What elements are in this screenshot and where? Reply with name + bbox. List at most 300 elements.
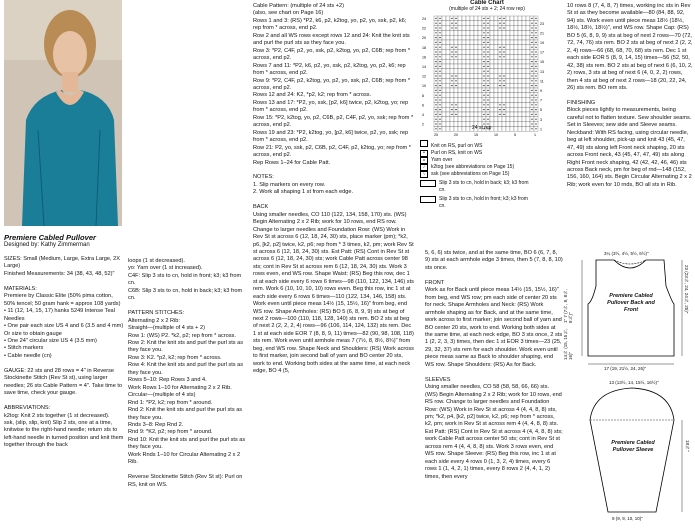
chart-cell <box>494 59 498 64</box>
chart-cell <box>518 107 522 112</box>
row-label-left: 18 <box>422 45 426 50</box>
chart-cell <box>478 16 482 21</box>
chart-cell <box>442 26 446 31</box>
purl-dot <box>455 80 456 81</box>
chart-cell <box>470 59 474 64</box>
chart-cell <box>470 30 474 35</box>
chart-cell <box>446 21 450 26</box>
chart-cell <box>442 69 446 74</box>
legend-item: Slip 3 sts to cn, hold in front; k3; k3 from cn. <box>420 196 554 210</box>
chart-cell <box>446 126 450 131</box>
purl-dot <box>487 32 488 33</box>
chart-cell <box>442 45 446 50</box>
chart-cell <box>526 74 530 79</box>
chart-cell <box>510 30 514 35</box>
purl-dot <box>499 47 500 48</box>
chart-cell <box>458 78 462 83</box>
chart-cell <box>446 107 450 112</box>
chart-cell <box>454 122 458 127</box>
model-photo <box>4 0 122 226</box>
chart-cell <box>478 26 482 31</box>
chart-cell <box>470 64 474 69</box>
purl-dot <box>435 109 436 110</box>
chart-cell <box>470 21 474 26</box>
chart-cell <box>450 126 454 131</box>
purl-dot <box>531 61 532 62</box>
chart-cell <box>490 54 494 59</box>
purl-dot <box>503 23 504 24</box>
purl-dot <box>535 56 536 57</box>
body-dim-left-lower: 14½ (15, 15½, 16)" <box>563 328 573 360</box>
chart-cell <box>458 64 462 69</box>
chart-cell <box>470 35 474 40</box>
chart-cell <box>458 45 462 50</box>
chart-cell <box>478 64 482 69</box>
chart-cell <box>474 26 478 31</box>
chart-cell <box>526 26 530 31</box>
purl-dot <box>439 27 440 28</box>
purl-dot <box>499 85 500 86</box>
chart-cell <box>466 88 470 93</box>
chart-cell <box>526 126 530 131</box>
purl-dot <box>531 37 532 38</box>
chart-cell <box>442 74 446 79</box>
chart-cell <box>526 107 530 112</box>
chart-cell <box>478 107 482 112</box>
purl-dot <box>435 51 436 52</box>
chart-cell <box>494 69 498 74</box>
legend-c6b-symbol <box>420 180 436 187</box>
chart-cell <box>462 122 466 127</box>
chart-cell <box>502 122 506 127</box>
chart-cell <box>502 35 506 40</box>
chart-cell <box>478 117 482 122</box>
purl-dot <box>531 23 532 24</box>
chart-cell <box>514 83 518 88</box>
chart-cell <box>458 88 462 93</box>
chart-cell <box>494 117 498 122</box>
chart-cell <box>470 54 474 59</box>
purl-dot <box>535 104 536 105</box>
purl-dot <box>535 123 536 124</box>
chart-cell <box>490 21 494 26</box>
chart-cell <box>522 26 526 31</box>
chart-cell <box>454 30 458 35</box>
chart-cell <box>462 93 466 98</box>
chart-cell <box>494 126 498 131</box>
chart-cell <box>462 50 466 55</box>
chart-cell <box>470 117 474 122</box>
chart-cell <box>518 64 522 69</box>
chart-cell <box>526 83 530 88</box>
purl-dot <box>483 18 484 19</box>
chart-cell <box>466 35 470 40</box>
chart-cell <box>514 45 518 50</box>
chart-cell <box>514 40 518 45</box>
purl-dot <box>483 75 484 76</box>
purl-dot <box>455 114 456 115</box>
purl-dot <box>439 23 440 24</box>
chart-cell <box>458 21 462 26</box>
purl-dot <box>455 47 456 48</box>
chart-cell <box>446 50 450 55</box>
chart-cell <box>470 112 474 117</box>
chart-cell <box>478 98 482 103</box>
chart-cell <box>494 16 498 21</box>
chart-cell <box>518 83 522 88</box>
purl-dot <box>435 61 436 62</box>
purl-dot <box>435 66 436 67</box>
purl-dot <box>483 109 484 110</box>
purl-dot <box>499 109 500 110</box>
chart-cell <box>474 54 478 59</box>
purl-dot <box>439 114 440 115</box>
chart-cell <box>474 88 478 93</box>
chart-cell <box>446 54 450 59</box>
chart-cell <box>446 59 450 64</box>
chart-cell <box>522 45 526 50</box>
purl-dot <box>531 56 532 57</box>
chart-cell <box>462 74 466 79</box>
chart-cell <box>506 64 510 69</box>
chart-cell <box>506 83 510 88</box>
chart-cell <box>442 16 446 21</box>
chart-cell <box>506 21 510 26</box>
chart-subtitle: (multiple of 24 sts + 2; 24 row rep) <box>449 6 525 12</box>
purl-dot <box>535 42 536 43</box>
chart-cell <box>442 112 446 117</box>
purl-dot <box>531 99 532 100</box>
chart-cell <box>466 93 470 98</box>
chart-cell <box>466 98 470 103</box>
chart-cell <box>478 54 482 59</box>
chart-cell <box>462 78 466 83</box>
chart-cell <box>490 98 494 103</box>
chart-cell <box>522 16 526 21</box>
chart-cell <box>514 107 518 112</box>
purl-dot <box>499 75 500 76</box>
chart-cell <box>466 26 470 31</box>
chart-cell <box>466 45 470 50</box>
row-label-left: 24 <box>422 17 426 21</box>
chart-cell <box>466 74 470 79</box>
purl-dot <box>487 23 488 24</box>
chart-cell <box>458 74 462 79</box>
chart-cell <box>526 78 530 83</box>
legend-c4f-symbol <box>420 196 436 203</box>
purl-dot <box>455 23 456 24</box>
row-label-left: 14 <box>422 65 426 69</box>
purl-dot <box>439 75 440 76</box>
chart-cell <box>450 93 454 98</box>
chart-cell <box>518 126 522 131</box>
purl-dot <box>435 99 436 100</box>
chart-cell <box>462 35 466 40</box>
chart-cell <box>494 93 498 98</box>
chart-cell <box>518 50 522 55</box>
purl-dot <box>531 66 532 67</box>
chart-cell <box>522 112 526 117</box>
chart-cell <box>442 30 446 35</box>
chart-cell <box>526 16 530 21</box>
sleeve-dim-right: 18½" <box>685 440 690 452</box>
chart-cell <box>458 50 462 55</box>
purl-dot <box>455 56 456 57</box>
purl-dot <box>435 128 436 129</box>
chart-cell <box>510 112 514 117</box>
purl-dot <box>503 114 504 115</box>
purl-dot <box>503 109 504 110</box>
purl-dot <box>451 27 452 28</box>
chart-cell <box>510 122 514 127</box>
chart-cell <box>526 112 530 117</box>
chart-cell <box>506 78 510 83</box>
purl-dot <box>535 99 536 100</box>
purl-dot <box>483 99 484 100</box>
purl-dot <box>503 51 504 52</box>
chart-cell <box>454 69 458 74</box>
chart-cell <box>442 122 446 127</box>
purl-dot <box>439 90 440 91</box>
chart-cell <box>514 78 518 83</box>
chart-cell <box>442 64 446 69</box>
chart-cell <box>478 40 482 45</box>
chart-cell <box>446 35 450 40</box>
purl-dot <box>499 56 500 57</box>
chart-cell <box>462 117 466 122</box>
purl-dot <box>535 95 536 96</box>
chart-cell <box>490 40 494 45</box>
row-label-right: 1 <box>540 127 542 132</box>
chart-cell <box>470 78 474 83</box>
purl-dot <box>483 23 484 24</box>
purl-dot <box>435 37 436 38</box>
chart-cell <box>478 78 482 83</box>
purl-dot <box>499 114 500 115</box>
purl-dot <box>435 23 436 24</box>
purl-dot <box>535 51 536 52</box>
chart-cell <box>518 122 522 127</box>
chart-cell <box>494 83 498 88</box>
chart-cell <box>462 83 466 88</box>
chart-cell <box>522 21 526 26</box>
row-label-right: 15 <box>540 60 544 65</box>
chart-cell <box>526 102 530 107</box>
purl-dot <box>439 104 440 105</box>
chart-cell <box>498 122 502 127</box>
chart-cell <box>478 45 482 50</box>
chart-cell <box>518 112 522 117</box>
chart-cell <box>506 93 510 98</box>
chart-cell <box>522 88 526 93</box>
chart-cell <box>466 112 470 117</box>
legend-item: \ ssk (see abbreviations on Page 15) <box>420 171 554 178</box>
chart-cell <box>498 126 502 131</box>
purl-dot <box>487 42 488 43</box>
chart-cell <box>474 40 478 45</box>
chart-cell <box>522 102 526 107</box>
purl-dot <box>487 75 488 76</box>
purl-dot <box>535 47 536 48</box>
chart-cell <box>526 117 530 122</box>
chart-cell <box>462 64 466 69</box>
chart-cell <box>510 59 514 64</box>
chart-cell <box>454 88 458 93</box>
body-schematic-title: Premiere Cabled Pullover Back and Front <box>607 293 655 313</box>
chart-cell <box>522 107 526 112</box>
chart-cell <box>502 40 506 45</box>
chart-cell <box>466 21 470 26</box>
chart-cell <box>518 102 522 107</box>
chart-cell <box>474 102 478 107</box>
chart-cell <box>454 117 458 122</box>
chart-cell <box>462 98 466 103</box>
chart-cell <box>458 16 462 21</box>
chart-cell <box>514 117 518 122</box>
chart-cell <box>522 54 526 59</box>
purl-dot <box>535 32 536 33</box>
purl-dot <box>499 18 500 19</box>
purl-dot <box>483 66 484 67</box>
purl-dot <box>435 80 436 81</box>
purl-dot <box>483 47 484 48</box>
chart-cell <box>454 40 458 45</box>
chart-cell <box>442 98 446 103</box>
row-label-right: 23 <box>540 21 544 26</box>
sleeve-dim-top: 13 (13½, 14, 15½, 16½)" <box>609 380 659 385</box>
chart-cell <box>526 21 530 26</box>
purl-dot <box>451 18 452 19</box>
chart-cell <box>502 30 506 35</box>
chart-cell <box>502 59 506 64</box>
purl-dot <box>439 61 440 62</box>
chart-cell <box>442 50 446 55</box>
purl-dot <box>535 61 536 62</box>
purl-dot <box>435 119 436 120</box>
purl-dot <box>531 27 532 28</box>
chart-cell <box>478 30 482 35</box>
chart-cell <box>510 78 514 83</box>
chart-rep-label: 24 st rep <box>472 125 492 131</box>
chart-cell <box>514 21 518 26</box>
purl-dot <box>503 27 504 28</box>
purl-dot <box>455 51 456 52</box>
chart-cell <box>442 88 446 93</box>
purl-dot <box>451 47 452 48</box>
chart-cell <box>510 83 514 88</box>
chart-cell <box>494 64 498 69</box>
chart-cell <box>490 50 494 55</box>
purl-dot <box>531 42 532 43</box>
purl-dot <box>483 114 484 115</box>
chart-cell <box>498 88 502 93</box>
chart-cell <box>450 40 454 45</box>
chart-cell <box>466 16 470 21</box>
purl-dot <box>435 47 436 48</box>
chart-cell <box>494 122 498 127</box>
chart-cell <box>498 117 502 122</box>
chart-cell <box>510 107 514 112</box>
purl-dot <box>439 109 440 110</box>
chart-cell <box>462 107 466 112</box>
chart-cell <box>506 88 510 93</box>
chart-cell <box>446 16 450 21</box>
col-label: 10 <box>494 133 498 138</box>
chart-cell <box>494 30 498 35</box>
purl-dot <box>439 32 440 33</box>
purl-dot <box>487 90 488 91</box>
purl-dot <box>435 90 436 91</box>
body-dim-top: 3¼ (3½, 4½, 5½, 6½)" <box>604 251 649 256</box>
chart-cell <box>446 93 450 98</box>
chart-cell <box>514 64 518 69</box>
chart-cell <box>518 21 522 26</box>
purl-dot <box>439 51 440 52</box>
chart-cell <box>442 93 446 98</box>
chart-cell <box>498 35 502 40</box>
purl-dot <box>435 56 436 57</box>
chart-cell <box>450 69 454 74</box>
legend-yo-symbol: o <box>420 157 428 164</box>
purl-dot <box>531 75 532 76</box>
chart-cell <box>466 64 470 69</box>
chart-cell <box>510 40 514 45</box>
purl-dot <box>483 85 484 86</box>
chart-cell <box>506 40 510 45</box>
purl-dot <box>451 104 452 105</box>
chart-cell <box>522 50 526 55</box>
purl-dot <box>487 37 488 38</box>
chart-cell <box>474 74 478 79</box>
chart-cell <box>490 69 494 74</box>
chart-cell <box>514 74 518 79</box>
chart-cell <box>506 35 510 40</box>
purl-dot <box>483 51 484 52</box>
chart-cell <box>510 50 514 55</box>
chart-cell <box>522 64 526 69</box>
purl-dot <box>439 80 440 81</box>
chart-cell <box>458 40 462 45</box>
purl-dot <box>535 27 536 28</box>
chart-cell <box>478 102 482 107</box>
chart-cell <box>470 102 474 107</box>
chart-cell <box>478 88 482 93</box>
chart-cell <box>490 83 494 88</box>
chart-cell <box>458 69 462 74</box>
purl-dot <box>451 114 452 115</box>
chart-cell <box>502 93 506 98</box>
purl-dot <box>535 71 536 72</box>
purl-dot <box>455 75 456 76</box>
purl-dot <box>531 90 532 91</box>
chart-cell <box>466 83 470 88</box>
chart-cell <box>522 78 526 83</box>
chart-cell <box>442 40 446 45</box>
chart-cell <box>466 69 470 74</box>
chart-cell <box>514 26 518 31</box>
purl-dot <box>535 18 536 19</box>
chart-cell <box>478 93 482 98</box>
chart-cell <box>466 30 470 35</box>
purl-dot <box>487 85 488 86</box>
chart-cell <box>510 21 514 26</box>
chart-cell <box>454 93 458 98</box>
purl-dot <box>535 75 536 76</box>
legend-knit-symbol <box>420 140 428 147</box>
chart-cell <box>466 78 470 83</box>
purl-dot <box>535 66 536 67</box>
chart-cell <box>514 35 518 40</box>
